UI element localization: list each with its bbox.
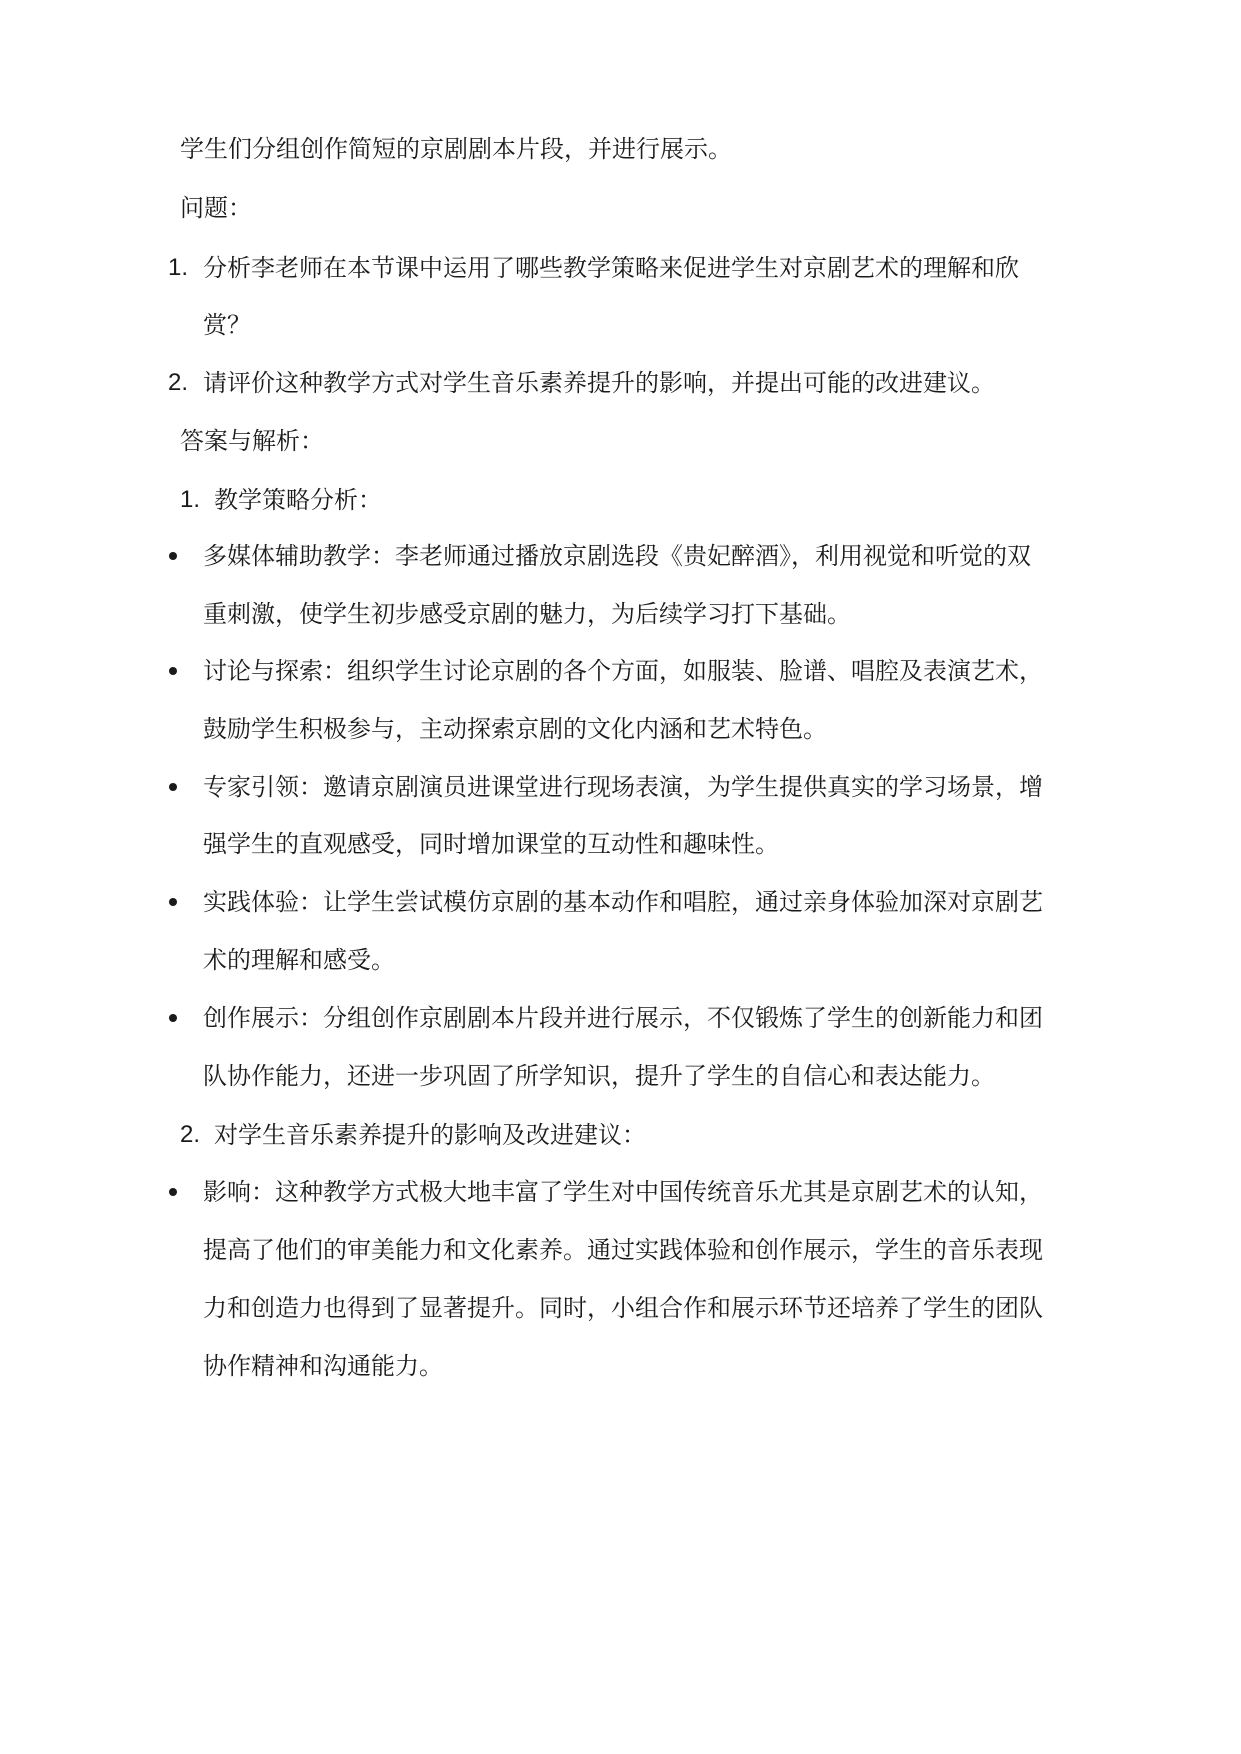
bullet-line: 多媒体辅助教学：李老师通过播放京剧选段《贵妃醉酒》，利用视觉和听觉的双: [203, 542, 1031, 570]
bullet-line: 影响：这种教学方式极大地丰富了学生对中国传统音乐尤其是京剧艺术的认知，: [203, 1178, 1043, 1206]
bullet-line: 术的理解和感受。: [203, 946, 395, 974]
bullet-line: 力和创造力也得到了显著提升。同时，小组合作和展示环节还培养了学生的团队: [203, 1294, 1043, 1322]
bullet-icon: [169, 1014, 177, 1022]
bullet-icon: [169, 1188, 177, 1196]
bullet-icon: [169, 667, 177, 675]
section-title: 教学策略分析：: [214, 486, 382, 514]
bullet-line: 讨论与探索：组织学生讨论京剧的各个方面，如服装、脸谱、唱腔及表演艺术，: [203, 657, 1043, 685]
questions-heading: 问题：: [180, 194, 252, 222]
bullet-icon: [169, 898, 177, 906]
section-number: 1.: [180, 486, 201, 513]
bullet-icon: [169, 783, 177, 791]
question-number: 2.: [168, 369, 189, 396]
question-line: 分析李老师在本节课中运用了哪些教学策略来促进学生对京剧艺术的理解和欣: [203, 254, 1019, 282]
bullet-icon: [169, 552, 177, 560]
bullet-line: 队协作能力，还进一步巩固了所学知识，提升了学生的自信心和表达能力。: [203, 1062, 995, 1090]
bullet-line: 提高了他们的审美能力和文化素养。通过实践体验和创作展示，学生的音乐表现: [203, 1236, 1043, 1264]
bullet-line: 协作精神和沟通能力。: [203, 1352, 443, 1380]
question-line: 赏？: [203, 311, 251, 339]
bullet-line: 专家引领：邀请京剧演员进课堂进行现场表演，为学生提供真实的学习场景，增: [203, 773, 1043, 801]
bullet-line: 鼓励学生积极参与，主动探索京剧的文化内涵和艺术特色。: [203, 715, 827, 743]
question-number: 1.: [168, 254, 189, 281]
section-number: 2.: [180, 1121, 201, 1148]
answer-heading: 答案与解析：: [180, 427, 324, 455]
bullet-line: 强学生的直观感受，同时增加课堂的互动性和趣味性。: [203, 830, 779, 858]
intro-line: 学生们分组创作简短的京剧剧本片段，并进行展示。: [180, 135, 732, 163]
section-title: 对学生音乐素养提升的影响及改进建议：: [214, 1121, 646, 1149]
bullet-line: 创作展示：分组创作京剧剧本片段并进行展示，不仅锻炼了学生的创新能力和团: [203, 1004, 1043, 1032]
question-line: 请评价这种教学方式对学生音乐素养提升的影响，并提出可能的改进建议。: [203, 369, 995, 397]
bullet-line: 实践体验：让学生尝试模仿京剧的基本动作和唱腔，通过亲身体验加深对京剧艺: [203, 888, 1043, 916]
bullet-line: 重刺激，使学生初步感受京剧的魅力，为后续学习打下基础。: [203, 600, 851, 628]
